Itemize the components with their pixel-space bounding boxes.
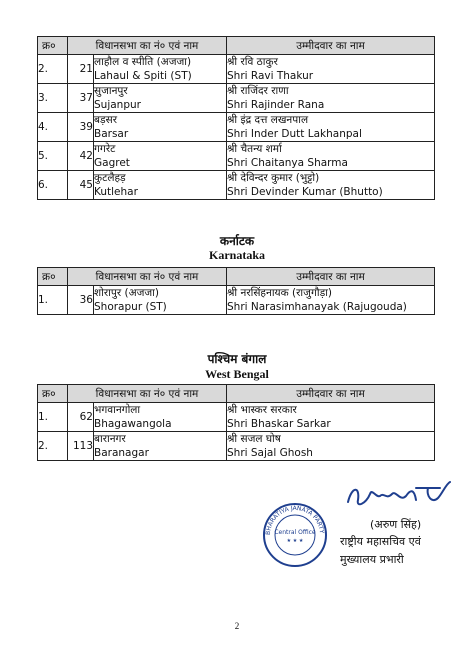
row-candidate: [227, 171, 435, 200]
row-constituency-number: 113: [68, 432, 94, 461]
row-constituency-number: 39: [68, 113, 94, 142]
header-candidate: उम्मीदवार का नाम: [227, 385, 435, 403]
header-candidate: उम्मीदवार का नाम: [227, 268, 435, 286]
row-sno: 3.: [38, 84, 68, 113]
party-seal-stamp: [262, 502, 328, 568]
signatory-name: (अरुण सिंह): [370, 518, 422, 531]
header-sno: क्र०: [38, 37, 68, 55]
section-title-west-bengal: West Bengal: [205, 367, 269, 381]
row-constituency: [94, 171, 227, 200]
row-constituency: [94, 286, 227, 315]
header-constituency: विधानसभा का नं० एवं नाम: [68, 385, 227, 403]
svg-text:Central Office: Central Office: [274, 529, 316, 536]
header-sno: क्र०: [38, 268, 68, 286]
constituency-name: Baranagar: [94, 447, 149, 459]
constituency-name-hindi: लाहौल व स्पीति (अजजा): [94, 56, 192, 68]
himachal-candidates-table: [37, 36, 435, 200]
karnataka-candidates-table: [37, 267, 435, 315]
constituency-name: Bhagawangola: [94, 418, 172, 430]
candidate-name: Shri Chaitanya Sharma: [227, 157, 348, 169]
candidate-name: Shri Inder Dutt Lakhanpal: [227, 128, 362, 140]
constituency-name-hindi: कुटलैहड़: [94, 172, 126, 184]
table-header-row: [38, 385, 435, 403]
constituency-name-hindi: बड़सर: [94, 114, 118, 126]
row-sno: 5.: [38, 142, 68, 171]
candidate-name-hindi: श्री चैतन्य शर्मा: [227, 143, 282, 155]
candidate-name-hindi: श्री देविन्दर कुमार (भुट्टो): [227, 172, 320, 184]
row-constituency: [94, 113, 227, 142]
constituency-name-hindi: सुजानपुर: [94, 85, 128, 97]
table-row: [38, 432, 435, 461]
table-row: [38, 171, 435, 200]
row-constituency: [94, 55, 227, 84]
candidate-name: Shri Ravi Thakur: [227, 70, 314, 82]
row-sno: 1.: [38, 286, 68, 315]
candidate-name-hindi: श्री सजल घोष: [227, 433, 281, 445]
table-row: [38, 403, 435, 432]
candidate-name-hindi: श्री रवि ठाकुर: [227, 56, 278, 68]
constituency-name-hindi: गगरेट: [94, 143, 116, 155]
section-title-west-bengal-hindi: पश्चिम बंगाल: [207, 352, 267, 366]
table-row: [38, 84, 435, 113]
table-row: [38, 286, 435, 315]
header-constituency: विधानसभा का नं० एवं नाम: [68, 37, 227, 55]
row-candidate: [227, 286, 435, 315]
section-title-karnataka: Karnataka: [208, 248, 265, 262]
candidate-name-hindi: श्री इंद्र दत्त लखनपाल: [227, 114, 309, 126]
row-constituency-number: 36: [68, 286, 94, 315]
svg-text:BHARATIYA JANATA PARTY: BHARATIYA JANATA PARTY: [264, 504, 325, 536]
row-constituency-number: 45: [68, 171, 94, 200]
constituency-name: Gagret: [94, 157, 130, 169]
constituency-name: Sujanpur: [94, 99, 141, 111]
candidate-name-hindi: श्री राजिंदर राणा: [227, 85, 289, 97]
page-number: 2: [234, 621, 240, 631]
constituency-name-hindi: शोरापुर (अजजा): [94, 287, 159, 299]
row-candidate: [227, 113, 435, 142]
candidate-name: Shri Bhaskar Sarkar: [227, 418, 331, 430]
constituency-name: Shorapur (ST): [94, 301, 167, 313]
constituency-name-hindi: बारानगर: [94, 433, 126, 445]
row-sno: 2.: [38, 55, 68, 84]
candidate-name: Shri Devinder Kumar (Bhutto): [227, 186, 383, 198]
candidate-name-hindi: श्री भास्कर सरकार: [227, 404, 297, 416]
row-candidate: [227, 432, 435, 461]
candidate-name: Shri Narasimhanayak (Rajugouda): [227, 301, 407, 313]
table-row: [38, 113, 435, 142]
candidate-name: Shri Rajinder Rana: [227, 99, 325, 111]
section-title-karnataka-hindi: कर्नाटक: [219, 234, 255, 248]
row-sno: 1.: [38, 403, 68, 432]
constituency-name-hindi: भगवानगोला: [94, 404, 141, 416]
row-constituency: [94, 432, 227, 461]
row-sno: 4.: [38, 113, 68, 142]
row-constituency: [94, 142, 227, 171]
candidate-name-hindi: श्री नरसिंहनायक (राजुगौड़ा): [227, 287, 333, 299]
header-candidate: उम्मीदवार का नाम: [227, 37, 435, 55]
row-candidate: [227, 403, 435, 432]
handwritten-signature: [342, 478, 462, 512]
constituency-name: Lahaul & Spiti (ST): [94, 70, 192, 82]
svg-text:★ ★ ★: ★ ★ ★: [286, 538, 304, 544]
row-constituency-number: 21: [68, 55, 94, 84]
signatory-title-line2: मुख्यालय प्रभारी: [340, 553, 404, 566]
row-candidate: [227, 55, 435, 84]
row-constituency: [94, 84, 227, 113]
candidate-name: Shri Sajal Ghosh: [227, 447, 313, 459]
row-constituency-number: 37: [68, 84, 94, 113]
row-constituency: [94, 403, 227, 432]
signatory-title-line1: राष्ट्रीय महासचिव एवं: [340, 535, 421, 548]
row-constituency-number: 42: [68, 142, 94, 171]
row-constituency-number: 62: [68, 403, 94, 432]
row-sno: 2.: [38, 432, 68, 461]
row-candidate: [227, 84, 435, 113]
table-header-row: [38, 37, 435, 55]
header-sno: क्र०: [38, 385, 68, 403]
constituency-name: Kutlehar: [94, 186, 138, 198]
row-sno: 6.: [38, 171, 68, 200]
west-bengal-candidates-table: [37, 384, 435, 461]
row-candidate: [227, 142, 435, 171]
constituency-name: Barsar: [94, 128, 129, 140]
table-header-row: [38, 268, 435, 286]
table-row: [38, 55, 435, 84]
header-constituency: विधानसभा का नं० एवं नाम: [68, 268, 227, 286]
table-row: [38, 142, 435, 171]
